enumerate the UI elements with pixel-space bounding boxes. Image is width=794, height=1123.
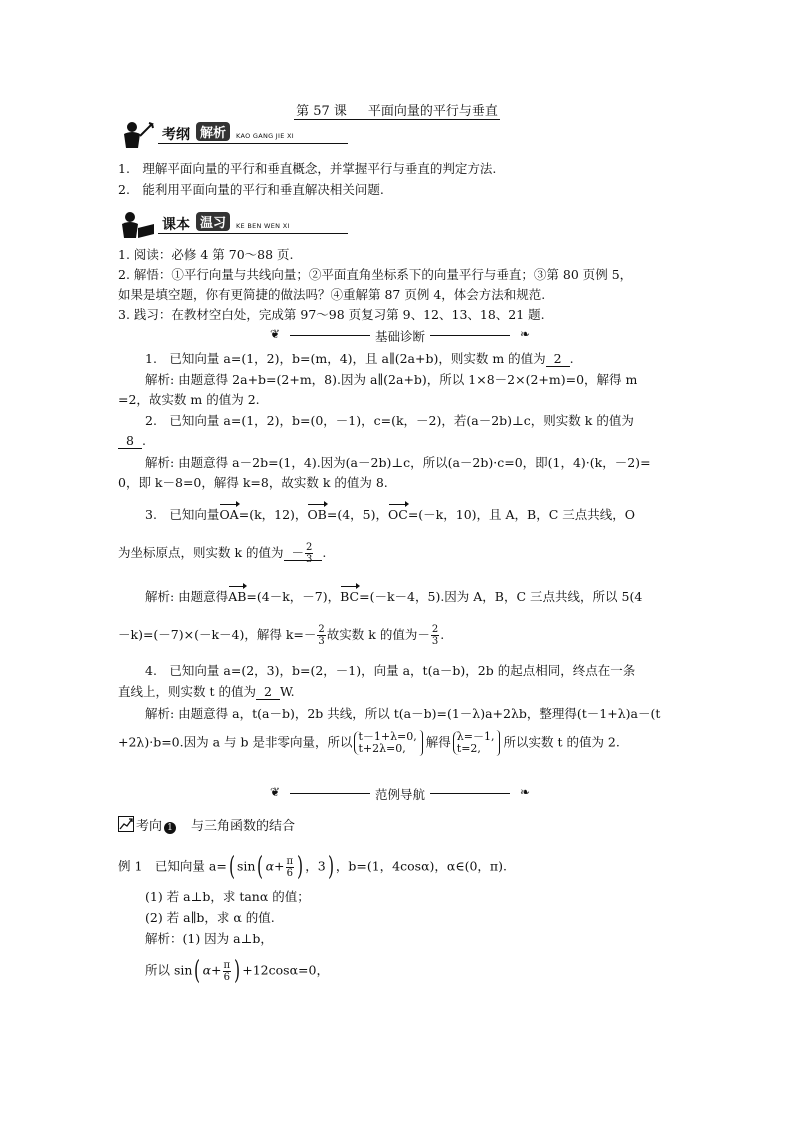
problem-1-question: 1. 已知向量 a=(1，2)，b=(m，4)，且 a∥(2a+b)，则实数 m 的值为 2 . — [145, 351, 574, 366]
keben-banner — [118, 210, 348, 238]
jiexi-label: 解析 — [196, 122, 230, 141]
divider-jichu-label: 基础诊断 — [374, 329, 425, 344]
problem-1-answer: 2 — [546, 351, 570, 367]
ornament-right-icon: ❧ — [519, 327, 530, 341]
kaogang-banner — [118, 120, 348, 148]
divider-fanli-label: 范例导航 — [374, 787, 425, 802]
vector-oc: OC — [388, 507, 408, 522]
keben-item-1: 1. 阅读：必修 4 第 70～88 页. — [118, 247, 294, 262]
banner-rule — [158, 233, 348, 234]
example-1-solution-cont: 所以 sin( α+ $\frac{\pi}{6}$ ) +12cosα=0， — [145, 956, 329, 986]
problem-1-solution: 解析: 由题意得 2a+b=(2+m，8).因为 a∥(2a+b)，所以 1×8－2×(2+m)=0，解得 m — [145, 372, 638, 387]
problem-1-solution-cont: =2，故实数 m 的值为 2. — [118, 392, 260, 407]
kaoxiang-title: 与三角函数的结合 — [191, 819, 296, 834]
problem-2-answer: 8 — [118, 433, 142, 449]
equation-system-1: t－1+λ=0, t+2λ=0, — [354, 731, 416, 755]
problem-2-question: 2. 已知向量 a=(1，2)，b=(0，－1)，c=(k，－2)，若(a－2b)⊥c，则实数 k 的值为 — [145, 413, 634, 428]
keben-pinyin: KE BEN WEN XI — [236, 222, 290, 230]
keben-item-2: 2. 解悟：①平行向量与共线向量；②平面直角坐标系下的向量平行与垂直；③第 80 页例 5， — [118, 267, 633, 282]
wenxi-label: 温习 — [196, 212, 230, 231]
equation-system-2: λ=－1, t=2, — [453, 731, 495, 755]
ornament-right-icon: ❧ — [519, 785, 530, 799]
vector-ob: OB — [307, 507, 327, 522]
problem-4-solution-cont: +2λ)·b=0.因为 a 与 b 是非零向量，所以 t－1+λ=0, t+2λ=0, 解得 λ=－1, t=2, 所以实数 t 的值为 2. — [118, 730, 620, 755]
problem-3-question-cont: 为坐标原点，则实数 k 的值为 － $\frac{2}{3}$ . — [118, 542, 327, 565]
example-1-part-1: (1) 若 a⊥b，求 tanα 的值； — [145, 889, 310, 904]
problem-3-question: 3. 已知向量OA=(k，12)，OB=(4，5)，OC=(－k，10)，且 A，B，C 三点共线，O — [145, 507, 636, 522]
kaogang-item-1: 1. 理解平面向量的平行和垂直概念，并掌握平行与垂直的判定方法. — [118, 161, 497, 176]
problem-2-answer-line: 8 . — [118, 432, 678, 450]
lesson-number: 第 57 课 — [296, 104, 347, 119]
vector-ab: AB — [228, 589, 247, 604]
keben-item-3: 3. 践习：在教材空白处，完成第 97～98 页复习第 9、12、13、18、21 题. — [118, 307, 545, 322]
problem-3-solution-cont: －k)=(－7)×(－k－4)，解得 k=－ $\frac{2}{3}$ 故实数 k 的值为－ $\frac{2}{3}$ . — [118, 624, 445, 647]
problem-4-answer: 2 — [256, 684, 280, 700]
lesson-title: 平面向量的平行与垂直 — [367, 104, 498, 119]
problem-3-solution: 解析: 由题意得AB=(4－k，－7)，BC=(－k－4，5).因为 A，B，C 三点共线，所以 5(4 — [145, 589, 643, 604]
vector-bc: BC — [340, 589, 360, 604]
kaogang-pinyin: KAO GANG JIE XI — [236, 132, 294, 140]
example-1-part-2: (2) 若 a∥b，求 α 的值. — [145, 910, 275, 925]
kaogang-label: 考纲 — [162, 127, 190, 143]
keben-item-2-cont: 如果是填空题，你有更简捷的做法吗？④重解第 87 页例 4，体会方法和规范. — [118, 287, 546, 302]
problem-4-question: 4. 已知向量 a=(2，3)，b=(2，－1)，向量 a，t(a－b)，2b 的起点相同，终点在一条 — [145, 663, 636, 678]
example-1-solution: 解析：(1) 因为 a⊥b， — [145, 931, 273, 946]
ornament-left-icon: ❦ — [270, 785, 281, 799]
trend-arrow-icon — [118, 816, 134, 832]
problem-4-solution: 解析: 由题意得 a，t(a－b)，2b 共线，所以 t(a－b)=(1－λ)a+2λb，整理得(t－1+λ)a－(t — [145, 706, 661, 721]
divider-fanli — [250, 785, 550, 803]
problem-2-solution: 解析: 由题意得 a－2b=(1，4).因为(a－2b)⊥c，所以(a－2b)·c=0，即(1，4)·(k，－2)= — [145, 455, 651, 470]
vector-oa: OA — [219, 507, 239, 522]
problem-2-solution-cont: 0，即 k－8=0，解得 k=8，故实数 k 的值为 8. — [118, 475, 388, 490]
kaoxiang-heading: 考向 1 与三角函数的结合 — [118, 815, 295, 834]
kaoxiang-number-badge: 1 — [164, 822, 176, 834]
student-book-icon — [118, 210, 158, 240]
page-title — [0, 100, 794, 119]
example-1-statement: 例 1 已知向量 a=( sin( α+ $\frac{\pi}{6}$ ) ，3) ，b=(1，4cosα)，α∈(0，π). — [118, 852, 507, 882]
problem-3-answer: － $\frac{2}{3}$ — [284, 545, 323, 561]
keben-label: 课本 — [162, 217, 190, 233]
kaogang-item-2: 2. 能利用平面向量的平行和垂直解决相关问题. — [118, 182, 384, 197]
divider-jichu — [250, 327, 550, 345]
banner-rule — [158, 143, 348, 144]
problem-4-question-cont: 直线上，则实数 t 的值为 2 W. — [118, 684, 295, 699]
ornament-left-icon: ❦ — [270, 327, 281, 341]
student-reading-icon — [118, 120, 158, 150]
